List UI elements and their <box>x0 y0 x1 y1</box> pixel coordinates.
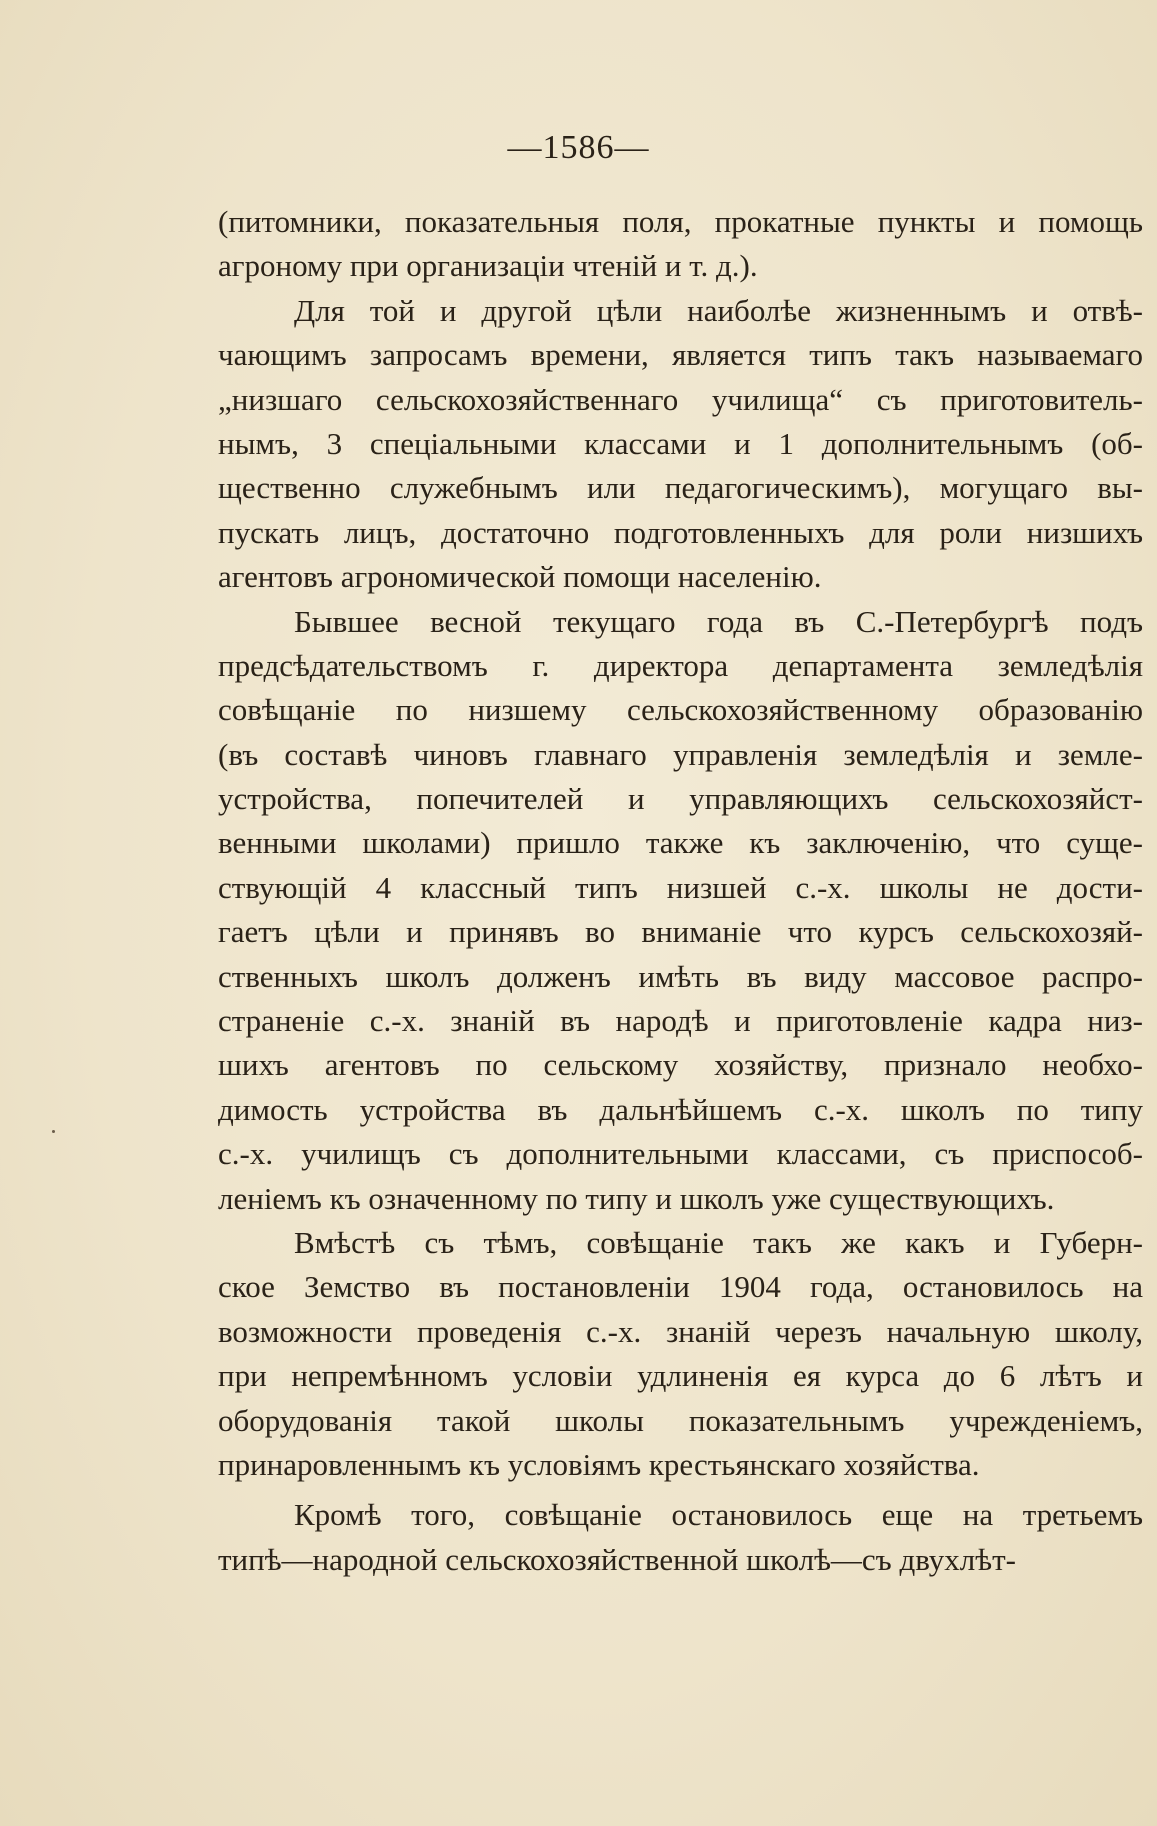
text-line: (питомники, показательныя поля, прокатные пункты и помощь <box>218 204 1143 239</box>
text-line: совѣщанiе по низшему сельскохозяйственному образованiю <box>218 692 1143 728</box>
text-line: возможности проведенiя с.-х. знанiй черезъ начальную школу, <box>218 1313 1143 1349</box>
text-line: предсѣдательствомъ г. директора департамента земледѣлiя <box>218 647 1143 683</box>
text-line: (въ составѣ чиновъ главнаго управленiя земледѣлiя и земле- <box>218 736 1143 772</box>
text-line: нымъ, 3 спецiальными классами и 1 дополнительнымъ (об- <box>218 425 1143 461</box>
paragraph <box>218 600 1143 1221</box>
body-text <box>218 200 1143 1582</box>
text-line: страненiе с.-х. знанiй въ народѣ и приготовленiе кадра низ- <box>218 1003 1143 1039</box>
text-line: принаровленнымъ къ условiямъ крестьянскаго хозяйства. <box>218 1446 980 1482</box>
text-line: ское Земство въ постановленiи 1904 года, остановилось на <box>218 1269 1143 1305</box>
text-line: при непремѣнномъ условiи удлиненiя ея курса до 6 лѣтъ и <box>218 1358 1143 1394</box>
text-line: ствующiй 4 классный типъ низшей с.-х. школы не дости- <box>218 869 1143 905</box>
text-line: агентовъ агрономической помощи населенiю. <box>218 559 822 595</box>
text-line: димость устройства въ дальнѣйшемъ с.-х. школъ по типу <box>218 1091 1143 1127</box>
text-line: Вмѣстѣ съ тѣмъ, совѣщанiе такъ же какъ и Губерн- <box>294 1224 1143 1260</box>
page-number: —1586— <box>507 129 650 166</box>
text-line: устройства, попечителей и управляющихъ сельскохозяйст- <box>218 781 1143 817</box>
paragraph <box>218 1493 1143 1582</box>
text-line: ственныхъ школъ долженъ имѣть въ виду массовое распро- <box>218 958 1143 994</box>
text-line: Бывшее весной текущаго года въ С.-Петербургѣ подъ <box>294 603 1143 639</box>
text-line: Для той и другой цѣли наиболѣе жизненнымъ и отвѣ- <box>294 292 1143 328</box>
text-line: венными школами) пришло также къ заключенiю, что суще- <box>218 825 1143 861</box>
text-line: Кромѣ того, совѣщанiе остановилось еще на третьемъ <box>294 1497 1143 1533</box>
text-line: „низшаго сельскохозяйственнаго училища“ съ приготовитель- <box>218 381 1143 417</box>
text-line: оборудованiя такой школы показательнымъ учрежденiемъ, <box>218 1402 1143 1438</box>
text-line: щественно служебнымъ или педагогическимъ), могущаго вы- <box>218 470 1143 506</box>
text-line: типѣ—народной сельскохозяйственной школѣ—съ двухлѣт- <box>218 1541 1016 1577</box>
paper-speck <box>52 1130 55 1133</box>
paragraph <box>218 289 1143 600</box>
text-line: с.-х. училищъ съ дополнительными классами, съ приспособ- <box>218 1136 1143 1172</box>
text-line: шихъ агентовъ по сельскому хозяйству, признало необхо- <box>218 1047 1143 1083</box>
paragraph <box>218 1221 1143 1487</box>
text-line: агроному при организацiи чтенiй и т. д.). <box>218 248 758 284</box>
text-line: гаетъ цѣли и принявъ во вниманiе что курсъ сельскохозяй- <box>218 914 1143 950</box>
text-line: пускать лицъ, достаточно подготовленныхъ для роли низшихъ <box>218 514 1143 550</box>
text-line: чающимъ запросамъ времени, является типъ такъ называемаго <box>218 337 1143 373</box>
text-line: ленiемъ къ означенному по типу и школъ уже существующихъ. <box>218 1180 1055 1216</box>
paragraph <box>218 200 1143 289</box>
